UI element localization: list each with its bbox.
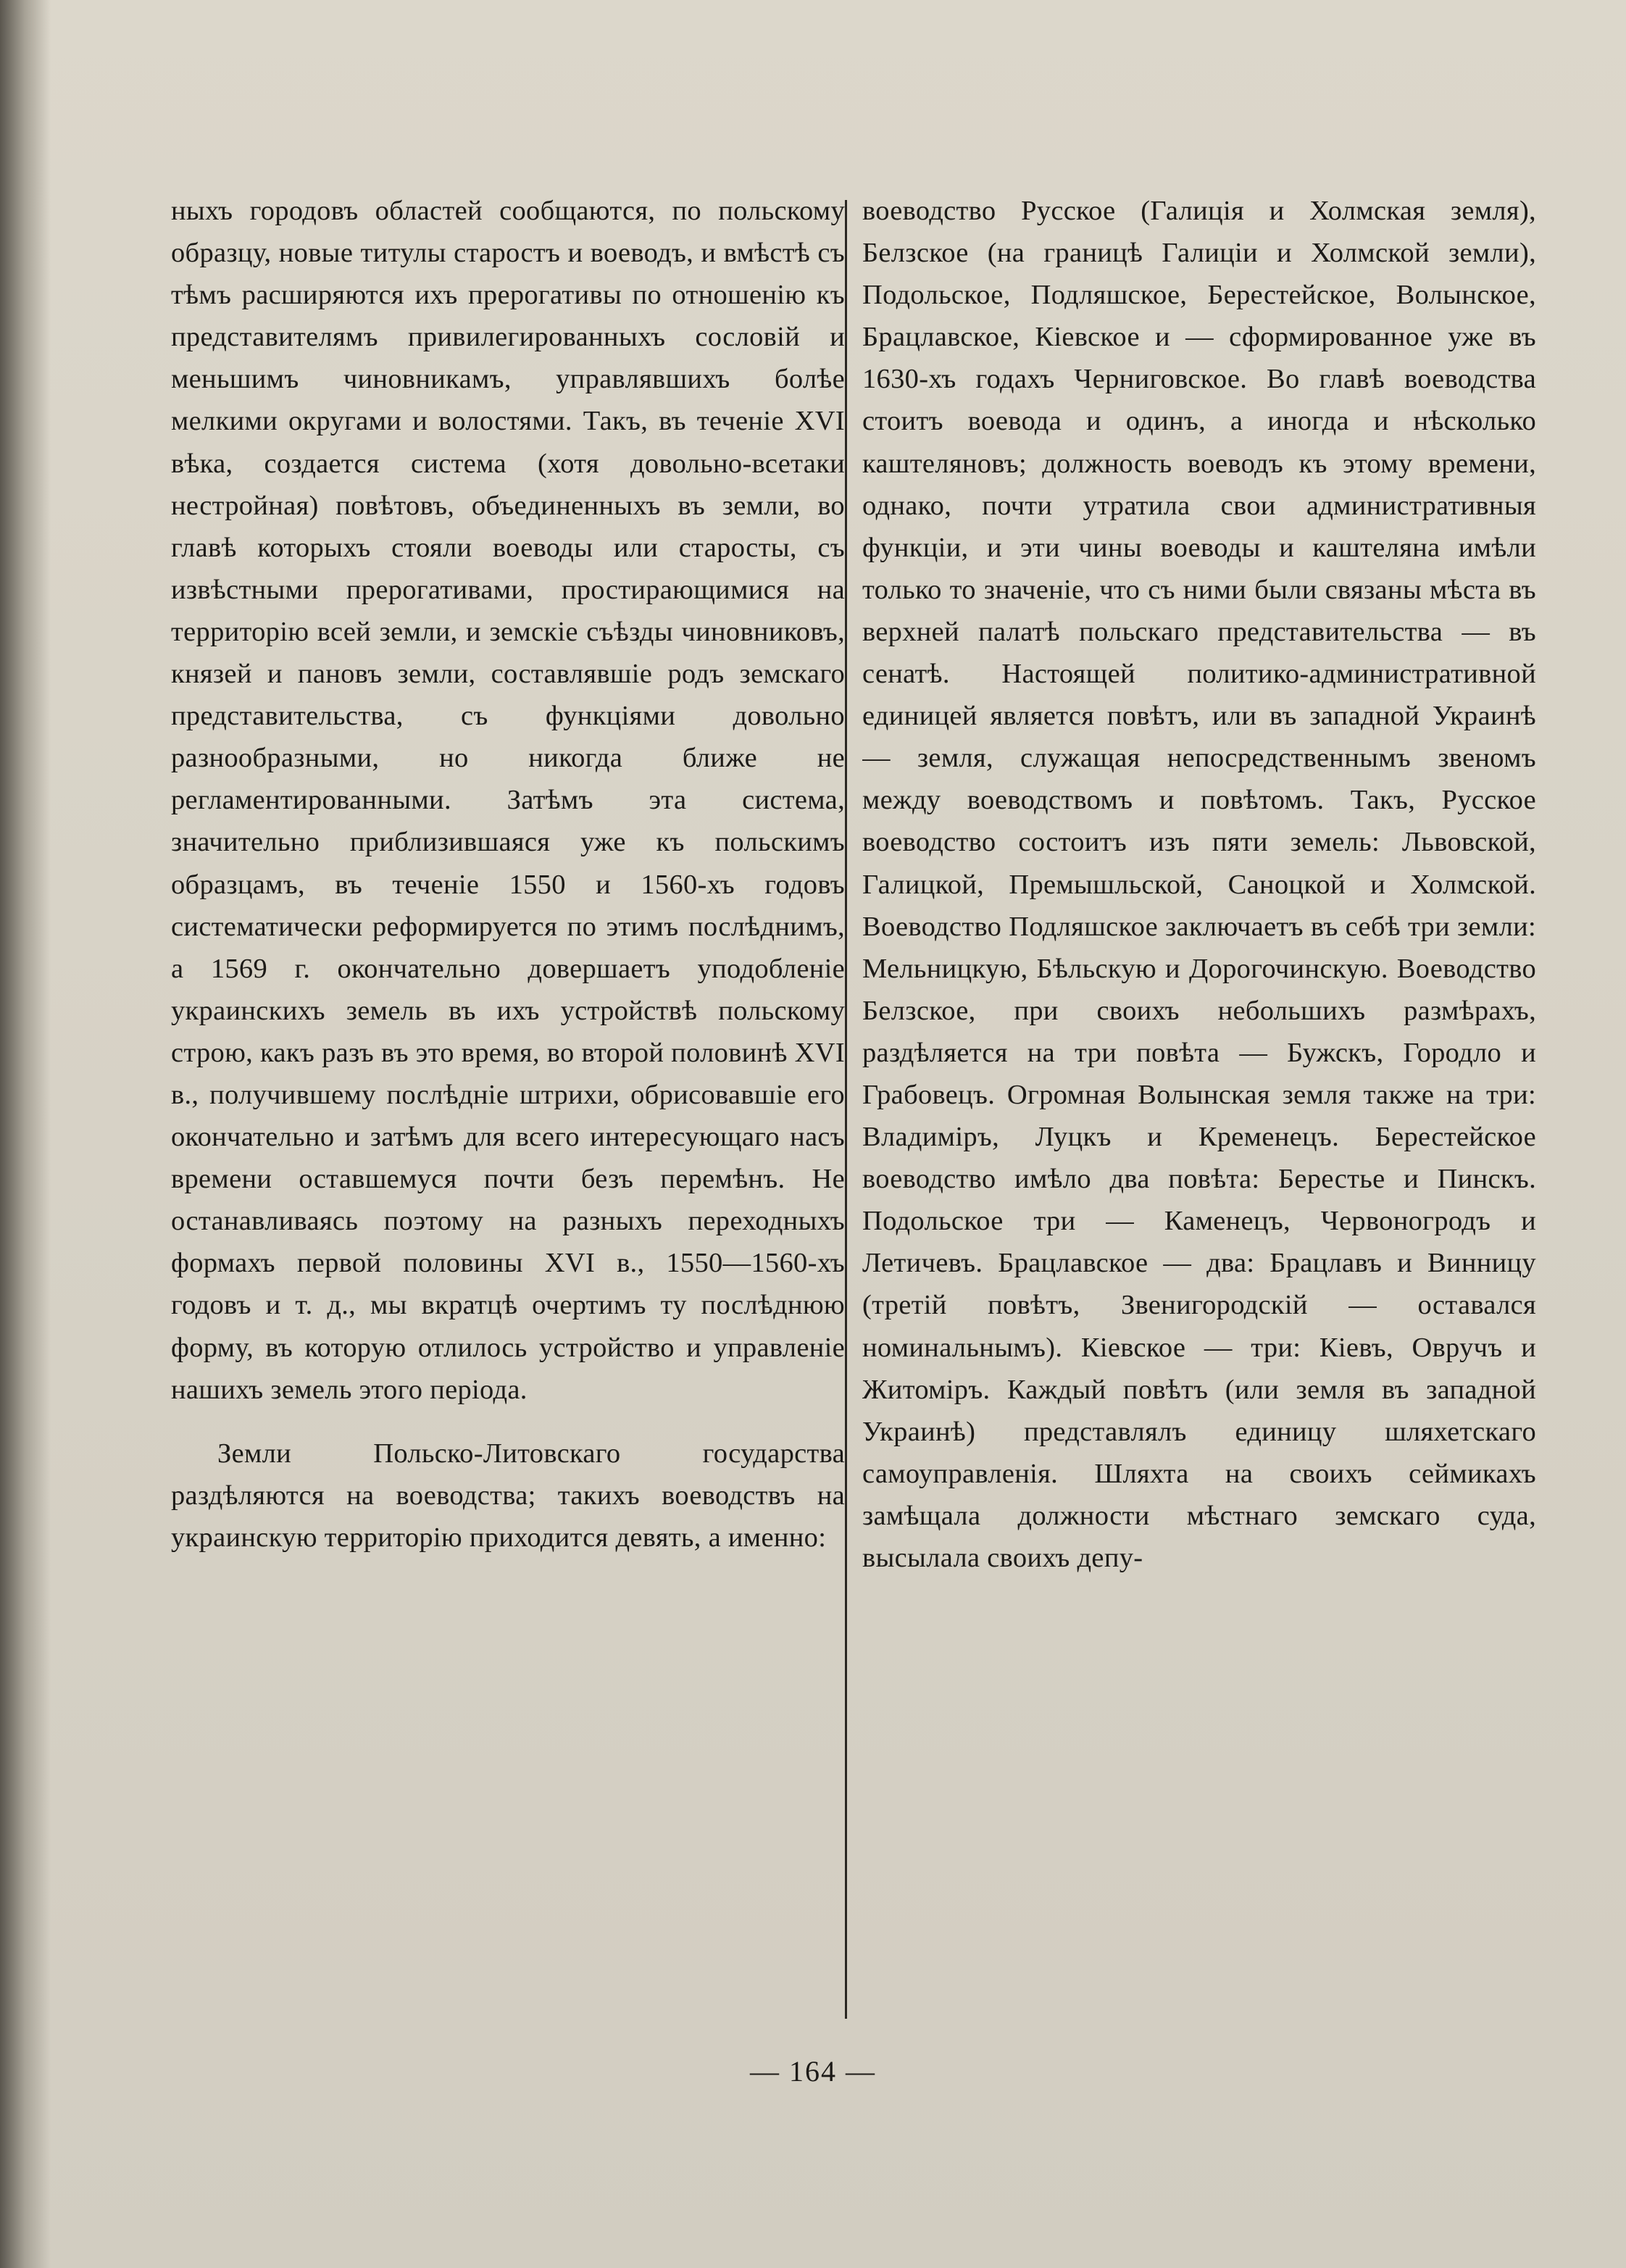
column-divider-rule bbox=[845, 200, 847, 2019]
left-paragraph-1: ныхъ городовъ областей сообщаются, по польскому образцу, новые титулы старостъ и воеводъ, и вмѣстѣ съ тѣмъ расширяются ихъ прерогативы по отношенію къ представителямъ привилегированныхъ сословій и меньшимъ чиновникамъ, управлявшихъ болѣе мелкими округами и волостями. Такъ, въ теченіе XVI вѣка, создается система (хотя довольно-всетаки нестройная) повѣтовъ, объединенныхъ въ земли, во главѣ которыхъ стояли воеводы или старосты, съ извѣстными прерогативами, простирающимися на территорію всей земли, и земскіе съѣзды чиновниковъ, князей и пановъ земли, составлявшіе родъ земскаго представительства, съ функціями довольно разнообразными, но никогда ближе не регламентированными. Затѣмъ эта система, значительно приблизившаяся уже къ польскимъ образцамъ, въ теченіе 1550 и 1560-хъ годовъ систематически реформируется по этимъ послѣднимъ, а 1569 г. окончательно довершаетъ уподобленіе украинскихъ земель въ ихъ устройствѣ польскому строю, какъ разъ въ это время, во второй половинѣ XVI в., получившему послѣдніе штрихи, обрисовавшіе его окончательно и затѣмъ для всего интересующаго насъ времени оставшемуся почти безъ перемѣнъ. Не останавливаясь поэтому на разныхъ переходныхъ формахъ первой половины XVI в., 1550—1560-хъ годовъ и т. д., мы вкратцѣ очертимъ ту послѣднюю форму, въ которую отлилось устройство и управленіе нашихъ земель этого періода. bbox=[171, 196, 845, 1405]
page-number: — 164 — bbox=[750, 2055, 876, 2088]
right-paragraph-1: воеводство Русское (Галиція и Холмская земля), Белзское (на границѣ Галиціи и Холмской земли), Подольское, Подляшское, Берестейское, Волынское, Брацлавское, Кіевское и — сформированное уже въ 1630-хъ годахъ Черниговское. Во главѣ воеводства стоитъ воевода и одинъ, а иногда и нѣсколько каштеляновъ; должность воеводъ къ этому времени, однако, почти утратила свои административныя функціи, и эти чины воеводы и каштеляна имѣли только то значеніе, что съ ними были связаны мѣста въ верхней палатѣ польскаго представительства — въ сенатѣ. Настоящей политико-административной единицей является повѣтъ, или въ западной Украинѣ — земля, служащая непосредственнымъ звеномъ между воеводствомъ и повѣтомъ. Такъ, Русское воеводство состоитъ изъ пяти земель: Львовской, Галицкой, Премышльской, Саноцкой и Холмской. Воеводство Подляшское заключаетъ въ себѣ три земли: Мельницкую, Бѣльскую и Дорогочинскую. Воеводство Белзское, при своихъ небольшихъ размѣрахъ, раздѣляется на три повѣта — Бужскъ, Городло и Грабовецъ. Огромная Волынская земля также на три: Владиміръ, Луцкъ и Кременецъ. Берестейское воеводство имѣло два повѣта: Берестье и Пинскъ. Подольское три — Каменецъ, Червоногродъ и Летичевъ. Брацлавское — два: Брацлавъ и Винницу (третій повѣтъ, Звенигородскій — оставался номинальнымъ). Кіевское — три: Кіевъ, Овручъ и Житоміръ. Каждый повѣтъ (или земля въ западной Украинѣ) представлялъ единицу шляхетскаго самоуправленія. Шляхта на своихъ сеймикахъ замѣщала должности мѣстнаго земскаго суда, высылала своихъ депу- bbox=[862, 196, 1536, 1573]
right-text-column bbox=[862, 190, 1536, 2001]
page-gutter-shadow bbox=[0, 0, 51, 2268]
left-text-column bbox=[171, 190, 845, 2001]
left-paragraph-2: Земли Польско-Литовскаго государства раздѣляются на воеводства; такихъ воеводствъ на украинскую территорію приходится девять, а именно: bbox=[171, 1438, 845, 1553]
